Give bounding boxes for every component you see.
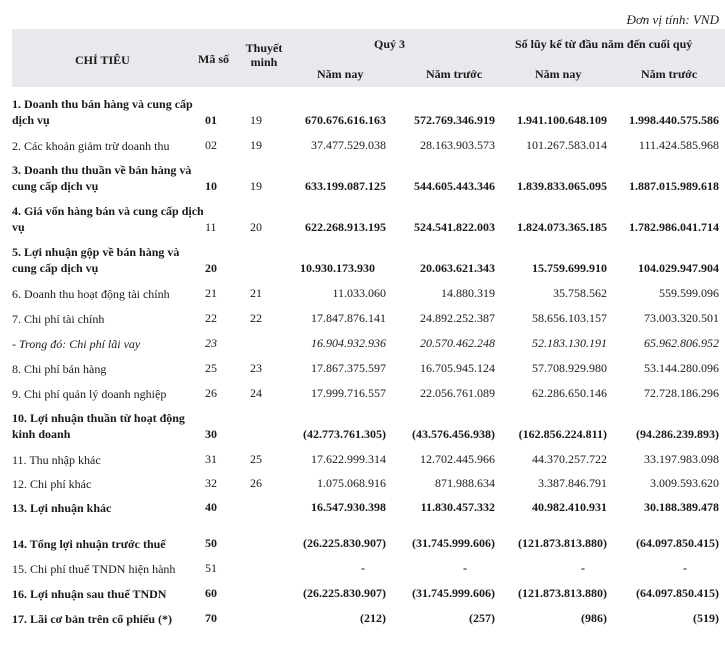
- row-lk-nam-truoc: 3.009.593.620: [650, 476, 719, 490]
- row-q3-nam-truoc: 22.056.761.089: [420, 386, 495, 400]
- row-ma-so: 22: [205, 311, 217, 325]
- row-q3-nam-nay: 17.622.999.314: [311, 452, 386, 466]
- header-lk-nam-truoc: Năm trước: [641, 67, 698, 81]
- row-lk-nam-truoc: 53.144.280.096: [644, 361, 719, 375]
- row-lk-nam-truoc: 559.599.096: [659, 286, 719, 300]
- row-lk-nam-nay: 62.286.650.146: [532, 386, 607, 400]
- row-ma-so: 11: [205, 220, 217, 234]
- row-label: 11. Thu nhập khác: [12, 453, 101, 467]
- row-lk-nam-nay: 1.824.073.365.185: [517, 220, 607, 234]
- row-q3-nam-nay: 633.199.087.125: [305, 179, 386, 193]
- row-lk-nam-truoc: 72.728.186.296: [644, 386, 719, 400]
- row-lk-nam-truoc: 111.424.585.968: [638, 138, 719, 152]
- row-label: 14. Tổng lợi nhuận trước thuế: [12, 537, 166, 551]
- header-lk-nam-nay: Năm nay: [535, 67, 582, 81]
- header-ma-so: Mã số: [198, 52, 229, 66]
- row-q3-nam-truoc: 16.705.945.124: [420, 361, 495, 375]
- row-ma-so: 50: [205, 536, 217, 550]
- row-lk-nam-nay: (121.873.813.880): [518, 586, 607, 600]
- row-thuyet-minh: 21: [250, 286, 262, 300]
- row-label: 12. Chi phí khác: [12, 477, 92, 491]
- row-lk-nam-nay: 44.370.257.722: [532, 452, 607, 466]
- row-label: 5. Lợi nhuận gộp về bán hàng và cung cấp dịch vụ: [12, 245, 180, 275]
- row-lk-nam-nay: 1.941.100.648.109: [517, 113, 607, 127]
- row-label: 10. Lợi nhuận thuần từ hoạt động kinh doanh: [12, 411, 185, 441]
- row-thuyet-minh: 19: [250, 113, 262, 127]
- row-q3-nam-truoc: 12.702.445.966: [420, 452, 495, 466]
- cropped-footer-text: [430, 641, 670, 648]
- row-lk-nam-nay: 58.656.103.157: [532, 311, 607, 325]
- row-label: 9. Chi phí quản lý doanh nghiệp: [12, 387, 167, 401]
- row-q3-nam-nay: -: [361, 561, 365, 575]
- row-ma-so: 40: [205, 500, 217, 514]
- row-q3-nam-nay: 16.904.932.936: [311, 336, 386, 350]
- row-thuyet-minh: 26: [250, 476, 262, 490]
- row-q3-nam-nay: 17.999.716.557: [311, 386, 386, 400]
- header-chi-tieu: CHỈ TIÊU: [75, 53, 130, 67]
- row-q3-nam-nay: 17.847.876.141: [311, 311, 386, 325]
- row-label: 17. Lãi cơ bản trên cổ phiếu (*): [12, 612, 172, 626]
- row-lk-nam-nay: 52.183.130.191: [532, 336, 607, 350]
- row-q3-nam-truoc: (31.745.999.606): [412, 586, 495, 600]
- row-q3-nam-truoc: 572.769.346.919: [414, 113, 495, 127]
- row-q3-nam-nay: 622.268.913.195: [305, 220, 386, 234]
- row-ma-so: 01: [205, 113, 217, 127]
- unit-note: Đơn vị tính: VND: [626, 12, 719, 27]
- row-q3-nam-nay: 1.075.068.916: [317, 476, 386, 490]
- header-quy-3: Quý 3: [374, 37, 406, 51]
- row-q3-nam-truoc: 14.880.319: [441, 286, 495, 300]
- row-q3-nam-truoc: 544.605.443.346: [414, 179, 495, 193]
- row-label: - Trong đó: Chi phí lãi vay: [12, 337, 141, 351]
- row-ma-so: 60: [205, 586, 217, 600]
- row-q3-nam-truoc: 871.988.634: [435, 476, 495, 490]
- row-lk-nam-nay: 35.758.562: [553, 286, 607, 300]
- row-label: 15. Chi phí thuế TNDN hiện hành: [12, 562, 176, 576]
- row-ma-so: 51: [205, 561, 217, 575]
- row-q3-nam-truoc: 24.892.252.387: [420, 311, 495, 325]
- row-q3-nam-nay: 17.867.375.597: [311, 361, 386, 375]
- row-lk-nam-truoc: 1.782.986.041.714: [629, 220, 719, 234]
- row-ma-so: 21: [205, 286, 217, 300]
- row-q3-nam-nay: 16.547.930.398: [311, 500, 386, 514]
- row-lk-nam-nay: (121.873.813.880): [518, 536, 607, 550]
- row-q3-nam-truoc: (43.576.456.938): [412, 427, 495, 441]
- row-lk-nam-nay: (986): [581, 611, 607, 625]
- row-lk-nam-nay: 15.759.699.910: [532, 261, 607, 275]
- row-ma-so: 30: [205, 427, 217, 441]
- row-lk-nam-truoc: 1.998.440.575.586: [629, 113, 719, 127]
- row-q3-nam-truoc: 524.541.822.003: [414, 220, 495, 234]
- row-label: 13. Lợi nhuận khác: [12, 501, 112, 515]
- row-lk-nam-truoc: 1.887.015.989.618: [629, 179, 719, 193]
- row-q3-nam-truoc: 20.063.621.343: [420, 261, 495, 275]
- row-lk-nam-truoc: 65.962.806.952: [644, 336, 719, 350]
- row-lk-nam-truoc: 33.197.983.098: [644, 452, 719, 466]
- row-lk-nam-nay: 57.708.929.980: [532, 361, 607, 375]
- row-q3-nam-nay: (42.773.761.305): [303, 427, 386, 441]
- row-lk-nam-nay: 3.387.846.791: [538, 476, 607, 490]
- row-lk-nam-truoc: 73.003.320.501: [644, 311, 719, 325]
- row-lk-nam-nay: 101.267.583.014: [526, 138, 607, 152]
- row-ma-so: 70: [205, 611, 217, 625]
- row-label: 2. Các khoản giảm trừ doanh thu: [12, 139, 170, 153]
- row-ma-so: 31: [205, 452, 217, 466]
- row-q3-nam-nay: 10.930.173.930: [300, 261, 375, 275]
- row-thuyet-minh: 20: [250, 220, 262, 234]
- row-lk-nam-truoc: (519): [693, 611, 719, 625]
- row-thuyet-minh: 25: [250, 452, 262, 466]
- row-q3-nam-truoc: 20.570.462.248: [420, 336, 495, 350]
- row-thuyet-minh: 24: [250, 386, 262, 400]
- row-q3-nam-truoc: (257): [469, 611, 495, 625]
- row-thuyet-minh: 22: [250, 311, 262, 325]
- row-q3-nam-nay: (26.225.830.907): [303, 536, 386, 550]
- row-label: 3. Doanh thu thuần về bán hàng và cung cấp dịch vụ: [12, 163, 192, 193]
- row-thuyet-minh: 19: [250, 138, 262, 152]
- header-q3-nam-truoc: Năm trước: [426, 67, 483, 81]
- row-label: 6. Doanh thu hoạt động tài chính: [12, 287, 170, 301]
- header-luy-ke: Số lũy kế từ đầu năm đến cuối quý: [515, 37, 693, 51]
- row-lk-nam-nay: -: [581, 561, 585, 575]
- row-ma-so: 32: [205, 476, 217, 490]
- header-thuyet-minh: Thuyết minh: [245, 41, 283, 69]
- row-q3-nam-nay: (26.225.830.907): [303, 586, 386, 600]
- row-label: 7. Chi phí tài chính: [12, 312, 105, 326]
- row-q3-nam-nay: 11.033.060: [332, 286, 386, 300]
- row-lk-nam-truoc: 104.029.947.904: [638, 261, 719, 275]
- row-q3-nam-nay: (212): [360, 611, 386, 625]
- row-ma-so: 25: [205, 361, 217, 375]
- row-lk-nam-truoc: (94.286.239.893): [636, 427, 719, 441]
- row-ma-so: 10: [205, 179, 217, 193]
- row-label: 4. Giá vốn hàng bán và cung cấp dịch vụ: [12, 204, 204, 234]
- row-label: 1. Doanh thu bán hàng và cung cấp dịch vụ: [12, 97, 193, 127]
- row-thuyet-minh: 19: [250, 179, 262, 193]
- row-q3-nam-truoc: -: [463, 561, 467, 575]
- row-label: 8. Chi phí bán hàng: [12, 362, 107, 376]
- row-lk-nam-nay: (162.856.224.811): [518, 427, 607, 441]
- row-thuyet-minh: 23: [250, 361, 262, 375]
- row-lk-nam-nay: 1.839.833.065.095: [517, 179, 607, 193]
- row-q3-nam-truoc: 11.830.457.332: [420, 500, 495, 514]
- table-header: [12, 29, 725, 87]
- row-ma-so: 02: [205, 138, 217, 152]
- row-lk-nam-nay: 40.982.410.931: [532, 500, 607, 514]
- row-ma-so: 26: [205, 386, 217, 400]
- header-q3-nam-nay: Năm nay: [317, 67, 364, 81]
- row-q3-nam-truoc: (31.745.999.606): [412, 536, 495, 550]
- row-ma-so: 23: [205, 336, 217, 350]
- row-lk-nam-truoc: -: [683, 561, 687, 575]
- row-lk-nam-truoc: (64.097.850.415): [636, 586, 719, 600]
- row-label: 16. Lợi nhuận sau thuế TNDN: [12, 587, 167, 601]
- row-q3-nam-nay: 670.676.616.163: [305, 113, 386, 127]
- row-lk-nam-truoc: (64.097.850.415): [636, 536, 719, 550]
- row-q3-nam-truoc: 28.163.903.573: [420, 138, 495, 152]
- row-ma-so: 20: [205, 261, 217, 275]
- row-q3-nam-nay: 37.477.529.038: [311, 138, 386, 152]
- row-lk-nam-truoc: 30.188.389.478: [644, 500, 719, 514]
